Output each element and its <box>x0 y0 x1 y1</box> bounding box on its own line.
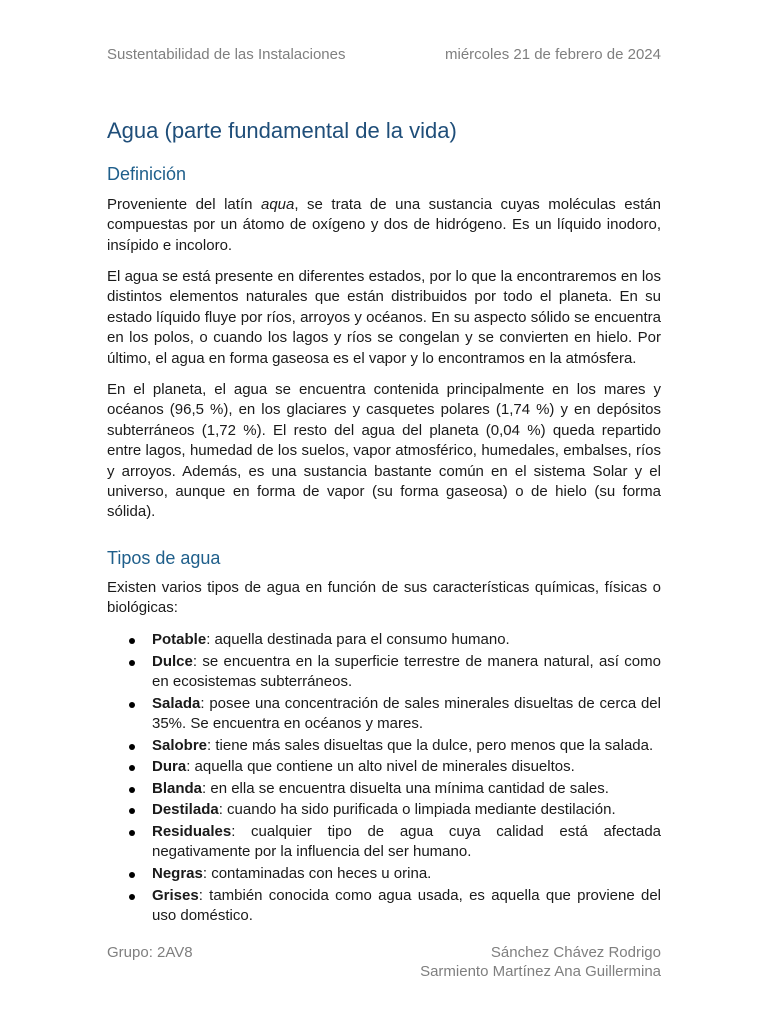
bullet-icon <box>129 765 135 771</box>
header-date: miércoles 21 de febrero de 2024 <box>445 46 661 63</box>
definicion-p1-text-before: Proveniente del latín <box>107 196 261 213</box>
document-title: Agua (parte fundamental de la vida) <box>107 118 457 143</box>
water-type-description: : contaminadas con heces u orina. <box>202 864 432 882</box>
water-type-item <box>107 886 661 927</box>
water-types-list <box>107 630 661 928</box>
water-type-item <box>107 800 661 820</box>
water-type-item <box>107 652 661 693</box>
water-type-term: Grises <box>152 886 199 904</box>
water-type-item <box>107 822 661 863</box>
water-type-description: : también conocida como agua usada, es aquella que proviene del uso doméstico. <box>152 886 661 924</box>
water-type-description: : aquella destinada para el consumo humano. <box>206 631 510 648</box>
bullet-icon <box>129 808 135 814</box>
water-type-term: Dulce <box>152 652 193 670</box>
water-type-description: : cuando ha sido purificada o limpiada mediante destilación. <box>218 801 616 819</box>
water-type-item <box>107 736 661 756</box>
water-type-item <box>107 864 661 884</box>
section-heading-definicion: Definición <box>107 164 187 184</box>
bullet-icon <box>129 638 135 644</box>
definicion-p1-text-after: , se trata de una sustancia cuyas moléculas están compuestas por un átomo de oxígeno y dos de hidrógeno. Es un líquido inodoro, insípido e incoloro. <box>107 196 661 254</box>
footer-author-1: Sánchez Chávez Rodrigo <box>490 944 661 961</box>
header-course-name: Sustentabilidad de las Instalaciones <box>107 46 346 63</box>
water-type-term: Residuales <box>152 822 232 840</box>
water-type-description: : se encuentra en la superficie terrestre de manera natural, así como en ecosistemas subterráneos. <box>152 652 661 690</box>
bullet-icon <box>129 787 135 793</box>
latin-term: aqua <box>260 196 295 213</box>
water-type-description: : aquella que contiene un alto nivel de minerales disueltos. <box>186 758 575 776</box>
footer-author-2: Sarmiento Martínez Ana Guillermina <box>420 963 661 980</box>
section-heading-tipos: Tipos de agua <box>107 548 221 568</box>
water-type-term: Salada <box>152 694 201 712</box>
bullet-icon <box>129 894 135 900</box>
water-type-item <box>107 757 661 777</box>
bullet-icon <box>129 872 135 878</box>
tipos-intro-paragraph: Existen varios tipos de agua en función de sus características químicas, físicas o biológicas: <box>107 579 661 617</box>
footer-authors <box>420 943 661 981</box>
water-type-description: : posee una concentración de sales minerales disueltas de cerca del 35%. Se encuentra en océanos y mares. <box>152 694 661 732</box>
water-type-item <box>107 694 661 735</box>
water-type-item <box>107 630 661 650</box>
bullet-icon <box>129 660 135 666</box>
water-type-description: : tiene más sales disueltas que la dulce, pero menos que la salada. <box>207 736 654 754</box>
definicion-paragraph-2: El agua se está presente en diferentes estados, por lo que la encontraremos en los distintos elementos naturales que están distribuidos por todo el planeta. En su estado líquido fluye por ríos, arroyos y océanos. En su aspecto sólido se encuentra en los polos, o cuando los lagos y ríos se congelan y se convierten en hielo. Por último, el agua en forma gaseosa es el vapor y lo encontramos en la atmósfera. <box>107 268 661 367</box>
water-type-item <box>107 779 661 799</box>
bullet-icon <box>129 744 135 750</box>
water-type-description: : cualquier tipo de agua cuya calidad está afectada negativamente por la influencia del ser humano. <box>152 822 661 861</box>
water-type-term: Dura <box>152 758 187 776</box>
water-type-term: Potable <box>152 631 207 648</box>
document-page <box>107 0 661 1024</box>
water-type-term: Destilada <box>152 801 219 819</box>
definicion-paragraph-3: En el planeta, el agua se encuentra contenida principalmente en los mares y océanos (96,5 %), en los glaciares y casquetes polares (1,74 %) y en depósitos subterráneos (1,72 %). El resto del agua del planeta (0,04 %) queda repartido entre lagos, humedad de los suelos, vapor atmosférico, humedales, embalses, ríos y arroyos. Además, es una sustancia bastante común en el sistema Solar y el universo, aunque en forma de vapor (su forma gaseosa) o de hielo (su forma sólida). <box>107 381 661 521</box>
page-header <box>107 46 661 63</box>
water-type-term: Blanda <box>152 779 203 797</box>
bullet-icon <box>129 830 135 836</box>
water-type-description: : en ella se encuentra disuelta una mínima cantidad de sales. <box>202 779 609 797</box>
definicion-paragraph-1 <box>107 195 661 256</box>
water-type-term: Salobre <box>152 736 208 754</box>
bullet-icon <box>129 702 135 708</box>
footer-group: Grupo: 2AV8 <box>107 944 193 961</box>
water-type-term: Negras <box>152 864 203 882</box>
